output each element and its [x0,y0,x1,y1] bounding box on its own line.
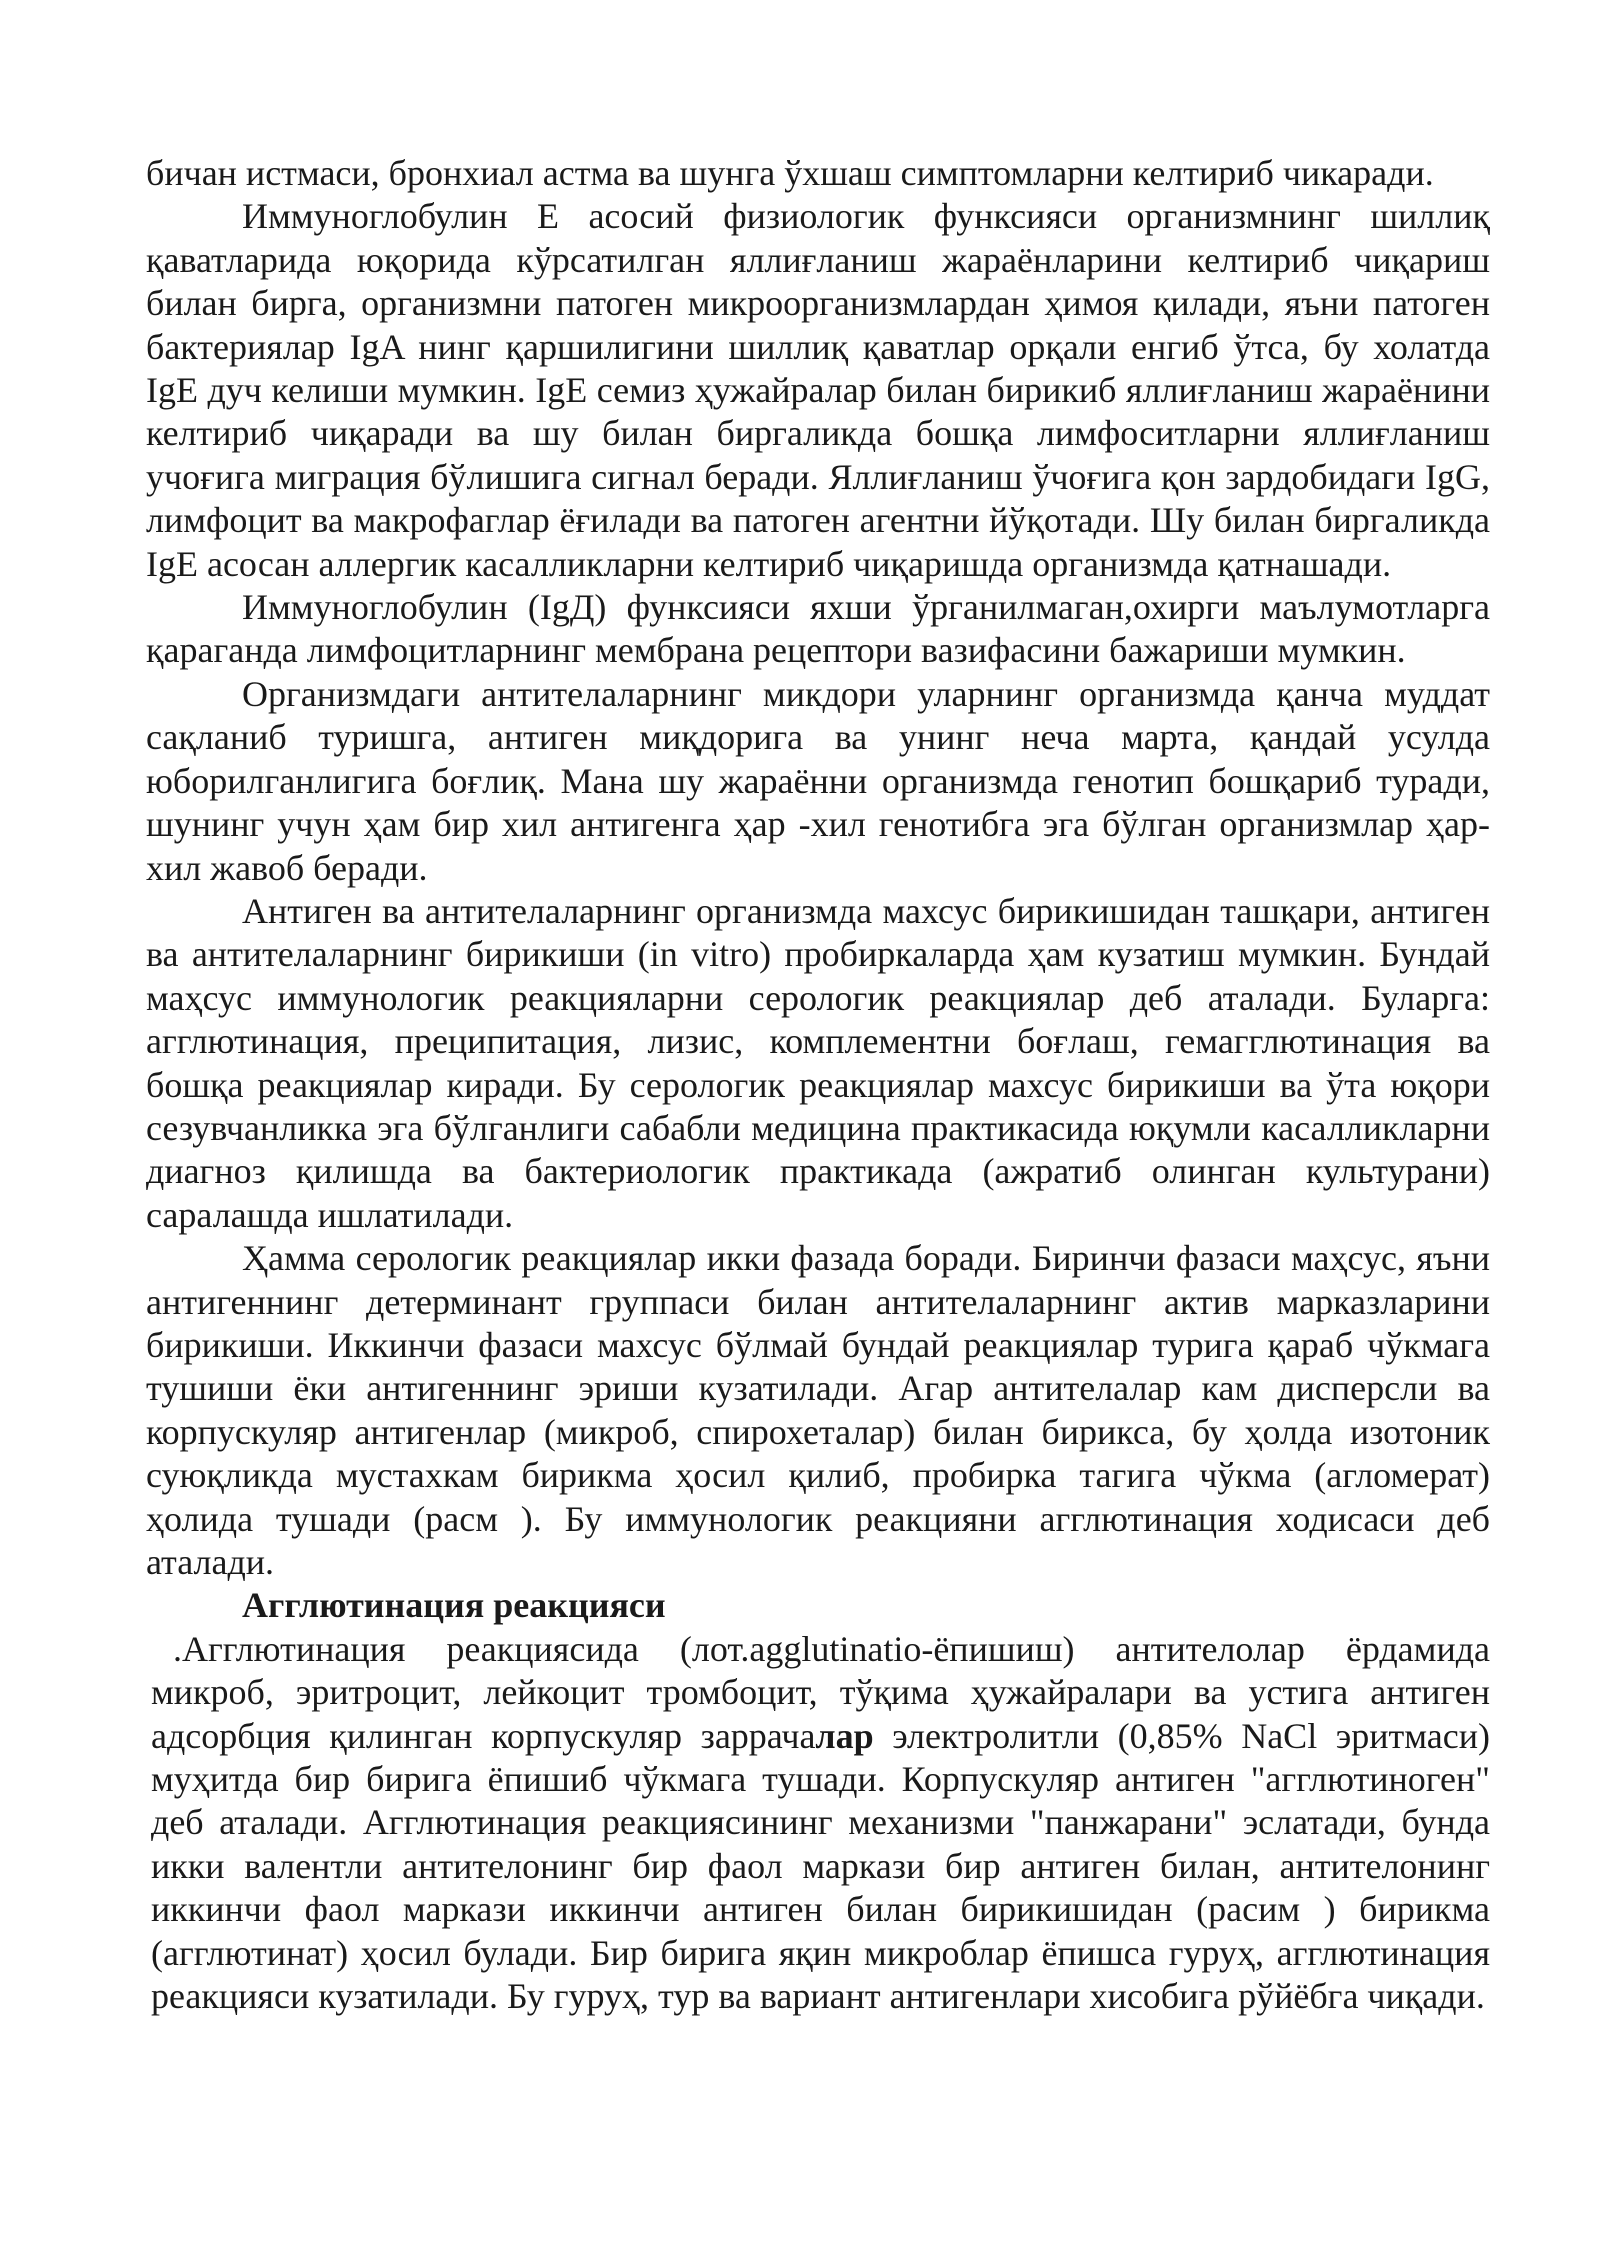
paragraph-igd-function: Иммуноглобулин (IgД) функсияси яхши ўрганилмаган,охирги маълумотларга қараганда лимфоцитларнинг мембрана рецептори вазифасини бажариши мумкин. [146,587,1490,671]
paragraph-antibody-amount: Организмдаги антителаларнинг микдори уларнинг организмда қанча муддат сақланиб туришга, антиген миқдорига ва унинг неча марта, қандай усулда юборилганлигига боғлиқ. Мана шу жараённи организмда генотип бошқариб туради, шунинг учун ҳам бир хил антигенга ҳар -хил генотибга эга бўлган организмлар ҳар- хил жавоб беради. [146,673,1490,888]
paragraph-serologic-reactions: Антиген ва антителаларнинг организмда махсус бирикишидан ташқари, антиген ва антителаларнинг бирикиши (in vitro) пробиркаларда ҳам кузатиш мумкин. Бундай маҳсус иммунологик реакцияларни серологик реакциялар деб аталади. Буларга: агглютинация, преципитация, лизис, комплементни боғлаш, гемагглютинация ва бошқа реакциялар киради. Бу серологик реакциялар махсус бирикиши ва ўта юқори сезувчанликка эга бўлганлиги сабабли медицина практикасида юқумли касалликларни диагноз қилишда ва бактериологик практикада (ажратиб олинган культурани) саралашда ишлатилади. [146,890,1490,1235]
paragraph-continuation: бичан истмаси, бронхиал астма ва шунга ўхшаш симптомларни келтириб чикаради. [146,153,1434,193]
paragraph-agglutination-bold-suffix: лар [815,1715,874,1756]
paragraph-agglutination-part-1: .Агглютинация реакциясида (лот.agglutinatio-ёпишиш) антителолар ёрдамида микроб, эритроцит, лейкоцит тромбоцит, тўқима ҳужайралари ва устига антиген адсорбция қилинган корпускуляр заррача [151,1628,1490,1756]
paragraph-reaction-phases: Ҳамма серологик реакциялар икки фазада боради. Биринчи фазаси маҳсус, яъни антигеннинг детерминант группаси билан антителаларнинг актив марказларини бирикиши. Иккинчи фазаси махсус бўлмай бундай реакциялар турига қараб чўкмага тушиши ёки антигеннинг эриши кузатилади. Агар антителалар кам дисперсли ва корпускуляр антигенлар (микроб, спирохеталар) билан бирикса, бу ҳолда изотоник суюқликда мустахкам бирикма ҳосил қилиб, пробирка тагига чўкма (агломерат) ҳолида тушади (расм ). Бу иммунологик реакцияни агглютинация ходисаси деб аталади. [146,1238,1490,1582]
section-heading: Агглютинация реакцияси [242,1585,666,1626]
document-page [146,152,1490,2018]
paragraph-agglutination [146,1628,1490,2019]
paragraph-agglutination-part-2: электролитли (0,85% NaCl эритмаси) муҳитда бир бирига ёпишиб чўкмага тушади. Корпускуляр антиген "агглютиноген" деб аталади. Агглютинация реакциясининг механизми "панжарани" эслатади, бунда икки валентли антителонинг бир фаол маркази бир антиген билан, антителонинг иккинчи фаол маркази иккинчи антиген билан бирикишидан (расим ) бирикма (агглютинат) ҳосил булади. Бир бирига яқин микроблар ёпишса гуруҳ, агглютинация реакцияси кузатилади. Бу гуруҳ, тур ва вариант антигенлари хисобига рўйёбга чиқади. [151,1715,1490,2017]
paragraph-ige-function: Иммуноглобулин Е асосий физиологик функсияси организмнинг шиллиқ қаватларида юқорида кўрсатилган яллиғланиш жараёнларини келтириб чиқариш билан бирга, организмни патоген микроорганизмлардан ҳимоя қилади, яъни патоген бактериялар IgA нинг қаршилигини шиллиқ қаватлар орқали енгиб ўтса, бу холатда IgE дуч келиши мумкин. IgE семиз ҳужайралар билан бирикиб яллиғланиш жараёнини келтириб чиқаради ва шу билан биргаликда бошқа лимфоситларни яллиғланиш учоғига миграция бўлишига сигнал беради. Яллиғланиш ўчоғига қон зардобидаги IgG, лимфоцит ва макрофаглар ёғилади ва патоген агентни йўқотади. Шу билан биргаликда IgE асосан аллергик касалликларни келтириб чиқаришда организмда қатнашади. [146,196,1490,584]
